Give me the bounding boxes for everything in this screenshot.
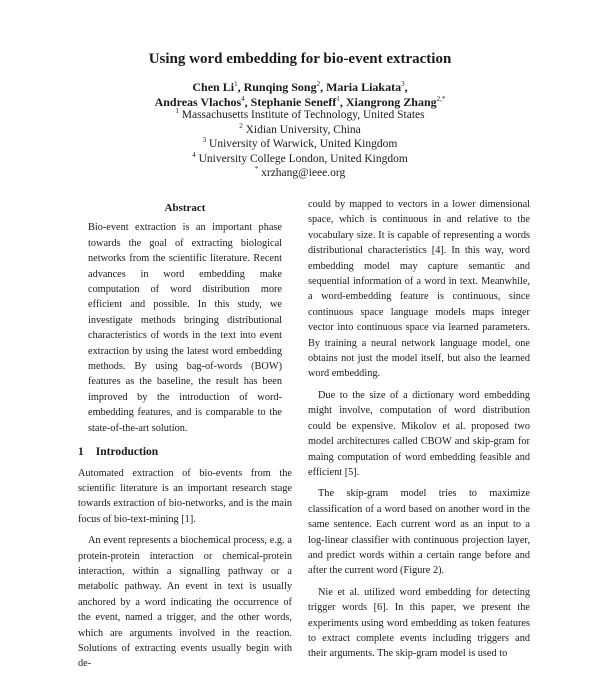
email-text: xrzhang@ieee.org <box>261 167 346 179</box>
paper-title: Using word embedding for bio-event extraction <box>148 51 452 67</box>
author-name: Maria Liakata <box>326 80 402 94</box>
left-column <box>78 201 292 678</box>
affiliation-text: University College London, United Kingdom <box>198 152 408 165</box>
author-separator: , <box>320 80 327 94</box>
author-name: Runqing Song <box>243 80 317 94</box>
author-separator: , <box>404 80 408 94</box>
author-affil-mark: 1 <box>336 95 340 103</box>
author-affil-mark: 3 <box>401 80 405 88</box>
affiliation-text: Xidian University, China <box>245 123 361 136</box>
intro-paragraph: Automated extraction of bio-events from the scientific literature is an important research stage towards extraction of bio-networks, and is the main focus of bio-text-mining [1]. <box>78 467 292 525</box>
author-affil-mark: 1 <box>234 80 238 88</box>
author-affil-mark: 4 <box>241 95 245 103</box>
author-name: Chen Li <box>192 80 235 94</box>
affiliation <box>0 137 600 152</box>
author-name: Andreas Vlachos <box>154 95 242 109</box>
affiliation <box>0 108 600 123</box>
intro-paragraph: An event represents a biochemical process, e.g. a protein-protein interaction or chemical-protein interaction, within a signalling pathway or a metabolic pathway. An event in text is usually anchored by a word indicating the occurrence of the event, named a trigger, and the other words, which are arguments involved in the reaction. Solutions of extracting events usually begin with de- <box>78 535 292 670</box>
abstract-text: Bio-event extraction is an important phase towards the goal of extracting biological networks from the scientific literature. Recent advances in word embedding make computation of word distribution more efficient and possible. In this study, we investigate methods bringing distributional characteristics of words in the text into event extraction by using the latest word embedding methods. By using bag-of-words (BOW) features as the baseline, the result has been improved by the introduction of word-embedding features, and is comparable to the state-of-the-art solution. <box>88 222 282 434</box>
author-name: Stephanie Seneff <box>250 95 337 109</box>
affiliation-mark: 1 <box>175 107 179 116</box>
author-line-1 <box>0 80 600 95</box>
affiliation-mark: * <box>254 165 259 174</box>
author-affil-mark: 2,* <box>436 95 446 103</box>
author-affil-mark: 2 <box>316 80 321 88</box>
section-heading-introduction <box>78 445 292 460</box>
affiliation-list <box>0 108 600 181</box>
author-separator: , <box>339 95 346 109</box>
affiliation <box>0 123 600 138</box>
affiliation-mark: 2 <box>239 121 243 130</box>
affiliation <box>0 152 600 167</box>
affiliation-text: Massachusetts Institute of Technology, United States <box>181 109 425 121</box>
right-column <box>308 197 530 668</box>
section-title: Introduction <box>95 446 159 459</box>
author-name: Xiangrong Zhang <box>345 95 437 109</box>
body-paragraph: Due to the size of a dictionary word embedding might involve, computation of word distribution could be expensive. Mikolov et al. proposed two model architectures called CBOW and skip-gram for maing computation of word embedding feasible and efficient [5]. <box>308 389 530 478</box>
author-list <box>0 80 600 110</box>
abstract-heading: Abstract <box>164 202 206 214</box>
section-number: 1 <box>78 446 84 459</box>
affiliation-mark: 3 <box>202 136 207 145</box>
affiliation-text: University of Warwick, United Kingdom <box>209 138 398 150</box>
author-separator: , <box>244 95 251 109</box>
author-separator: , <box>237 80 244 94</box>
affiliation-mark: 4 <box>192 150 196 159</box>
contact-email <box>0 166 600 181</box>
body-paragraph: Nie et al. utilized word embedding for detecting trigger words [6]. In this paper, we present the experiments using word embedding as token features to extract complete events including triggers and their arguments. The skip-gram model is used to <box>308 586 530 660</box>
body-paragraph: The skip-gram model tries to maximize classification of a word based on another word in the same sentence. Each current word as an input to a log-linear classifier with continuous projection layer, and predict words within a certain range before and after the current word (Figure 2). <box>308 488 530 577</box>
body-paragraph: could by mapped to vectors in a lower dimensional space, which is continuous in and relative to the vocabulary size. It is capable of representing a words distributional characteristics [4]. In this way, word embedding model may capture semantic and sequential information of a word in text. Meanwhile, a word-embedding feature is continuous, since continuous space language models maps integer vector into continuous space via learned parameters. By training a neural network language model, one obtains not just the model itself, but also the learned word embedding. <box>308 199 530 380</box>
